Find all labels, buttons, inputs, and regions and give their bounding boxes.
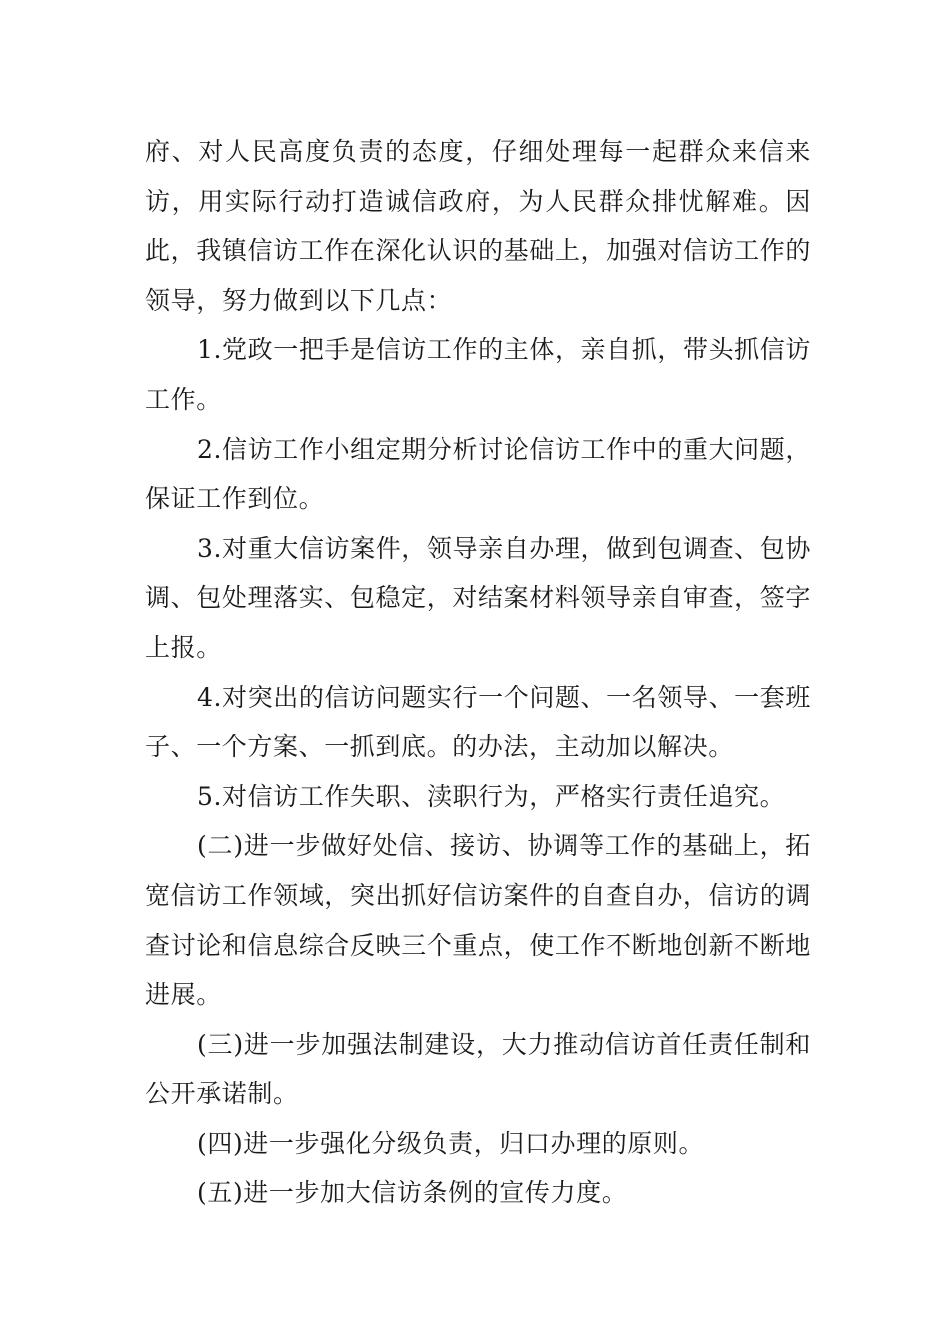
paragraph-item-2: 2.信访工作小组定期分析讨论信访工作中的重大问题，保证工作到位。 — [145, 434, 811, 514]
paragraph-item-3: 3.对重大信访案件，领导亲自办理，做到包调查、包协调、包处理落实、包稳定，对结案材料领导亲自审查，签字上报。 — [145, 533, 811, 662]
paragraph-item-1: 1.党政一把手是信访工作的主体，亲自抓，带头抓信访工作。 — [145, 335, 811, 414]
document-body — [145, 127, 811, 1218]
paragraph-section-2: (二)进一步做好处信、接访、协调等工作的基础上，拓宽信访工作领域，突出抓好信访案件的自查自办，信访的调查讨论和信息综合反映三个重点，使工作不断地创新不断地进展。 — [145, 831, 811, 1010]
paragraph-section-5: (五)进一步加大信访条例的宣传力度。 — [197, 1178, 628, 1208]
paragraph-item-4: 4.对突出的信访问题实行一个问题、一名领导、一套班子、一个方案、一抓到底。的办法，主动加以解决。 — [145, 682, 811, 762]
paragraph-section-3: (三)进一步加强法制建设，大力推动信访首任责任制和公开承诺制。 — [145, 1029, 811, 1109]
paragraph-section-4: (四)进一步强化分级负责，归口办理的原则。 — [197, 1128, 705, 1158]
paragraph-continuation: 府、对人民高度负责的态度，仔细处理每一起群众来信来访，用实际行动打造诚信政府，为人民群众排忧解难。因此，我镇信访工作在深化认识的基础上，加强对信访工作的领导，努力做到以下几点： — [145, 137, 811, 315]
paragraph-item-5: 5.对信访工作失职、渎职行为，严格实行责任追究。 — [197, 781, 786, 811]
